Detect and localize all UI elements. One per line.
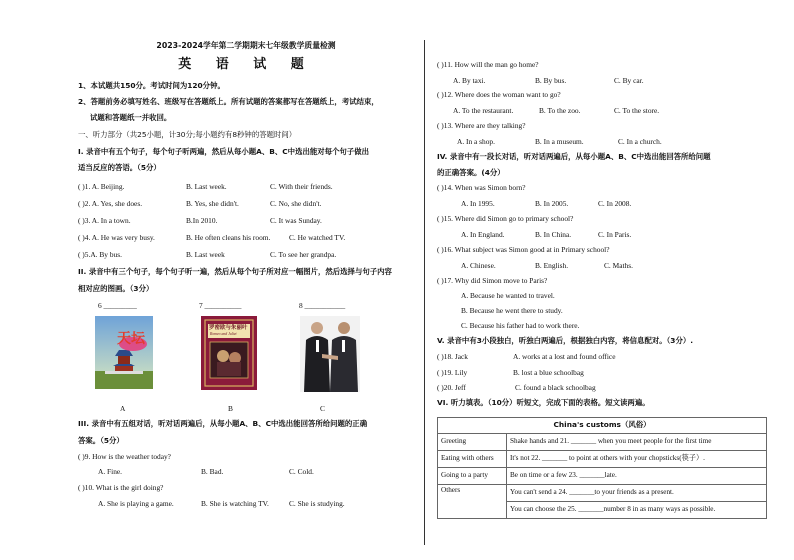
q19: ( )19. Lily [437, 368, 468, 377]
blank-7: 7 __________ [199, 301, 242, 310]
q12-b: B. To the zoo. [539, 106, 581, 115]
q2-b: B. Yes, she didn't. [186, 199, 239, 208]
table-key: Greeting [438, 434, 507, 451]
q3-c: C. It was Sunday. [270, 216, 322, 225]
q11-c: C. By car. [614, 76, 644, 85]
q10: ( )10. What is the girl doing? [78, 483, 164, 492]
q18-opt: A. works at a lost and found office [513, 352, 616, 361]
blank-6: 6 _________ [98, 301, 137, 310]
blank-8: 8 ___________ [299, 301, 346, 310]
q5-c: C. To see her grandpa. [270, 250, 337, 259]
q2: ( )2. A. Yes, she does. [78, 199, 143, 208]
q15-b: B. In China. [535, 230, 572, 239]
table-row [438, 451, 767, 468]
q9-c: C. Cold. [289, 467, 314, 476]
q14: ( )14. When was Simon born? [437, 183, 526, 192]
q1: ( )1. A. Beijing. [78, 182, 125, 191]
poster-text: 天坛 [117, 331, 145, 347]
q17: ( )17. Why did Simon move to Paris? [437, 276, 548, 285]
q14-a: A. In 1995. [461, 199, 495, 208]
customs-table [437, 417, 767, 519]
q4: ( )4. A. He was very busy. [78, 233, 155, 242]
table-key: Eating with others [438, 451, 507, 468]
letter-a: A [120, 404, 126, 413]
q14-c: C. In 2008. [598, 199, 632, 208]
q5: ( )5.A. By bus. [78, 250, 122, 259]
note-1: 1、本试题共150分。考试时间为120分钟。 [78, 81, 225, 90]
q13-a: A. In a shop. [457, 137, 495, 146]
q10-c: C. She is studying. [289, 499, 345, 508]
letter-c: C [320, 404, 325, 413]
section1-title: I. 录音中有五个句子，每个句子听两遍，然后从每小题A、B、C中选出能对每个句子做出 [78, 147, 369, 156]
q17-c: C. Because his father had to work there. [461, 321, 580, 330]
column-divider [424, 40, 425, 545]
table-value: Shake hands and 21. _______ when you meet people for the first time [507, 434, 767, 451]
q11-b: B. By bus. [535, 76, 567, 85]
section2-title: II. 录音中有三个句子，每个句子听一遍，然后从每个句子所对应一幅图片，然后选择与句子内容 [78, 267, 392, 276]
q16-a: A. Chinese. [461, 261, 496, 270]
q13-c: C. In a church. [618, 137, 662, 146]
q19-opt: B. lost a blue schoolbag [513, 368, 584, 377]
q9-a: A. Fine. [98, 467, 123, 476]
q10-a: A. She is playing a game. [98, 499, 174, 508]
q15: ( )15. Where did Simon go to primary school? [437, 214, 574, 223]
section3-title: III. 录音中有五组对话，听对话两遍后，从每小题A、B、C中选出能回答所给问题的正确 [78, 419, 368, 428]
section4-title: IV. 录音中有一段长对话，听对话两遍后，从每小题A、B、C中选出能回答所给问题 [437, 152, 711, 161]
q20-opt: C. found a black schoolbag [515, 383, 596, 392]
q9-b: B. Bad. [201, 467, 224, 476]
q11: ( )11. How will the man go home? [437, 60, 539, 69]
picture-a-temple-poster [95, 316, 153, 389]
q12-a: A. To the restaurant. [453, 106, 514, 115]
q12-c: C. To the store. [614, 106, 660, 115]
q2-c: C. No, she didn't. [270, 199, 322, 208]
q5-b: B. Last week [186, 250, 225, 259]
exam-title: 2023-2024学年第二学期期末七年级教学质量检测 [156, 41, 336, 50]
q1-c: C. With their friends. [270, 182, 333, 191]
note-2: 2、答题前务必填写姓名、班级写在答题纸上。所有试题的答案都写在答题纸上，考试结束， [78, 97, 379, 106]
table-value: You can't send a 24. _______to your friends as a present. [507, 485, 767, 502]
table-key: Going to a party [438, 468, 507, 485]
section3-title-2: 答案。（5分） [78, 436, 124, 445]
listening-heading: 一、听力部分（共25小题，计30分;每小题约有8秒钟的答题时间） [78, 130, 297, 139]
q16-c: C. Maths. [604, 261, 633, 270]
note-2b: 试题和答题纸一并收回。 [90, 113, 172, 122]
q12: ( )12. Where does the woman want to go? [437, 90, 561, 99]
table-value: You can choose the 25. _______number 8 in as many ways as possible. [507, 502, 767, 519]
book-cover-title: 罗密欧与朱丽叶 [209, 325, 248, 331]
q17-a: A. Because he wanted to travel. [461, 291, 555, 300]
q13: ( )13. Where are they talking? [437, 121, 526, 130]
picture-c-handshake [300, 316, 360, 392]
section6-title: VI. 听力填表。（10分）听短文，完成下面的表格。短文读两遍。 [437, 398, 650, 407]
table-caption: China's customs（风俗） [438, 418, 767, 434]
subject-title: 英 语 试 题 [178, 57, 314, 72]
q17-b: B. Because he went there to study. [461, 306, 563, 315]
section1-title-2: 适当反应的答语。（5分） [78, 163, 161, 172]
q15-a: A. In England. [461, 230, 505, 239]
q10-b: B. She is watching TV. [201, 499, 269, 508]
q3-b: B.In 2010. [186, 216, 218, 225]
table-header-row [438, 418, 767, 434]
q16: ( )16. What subject was Simon good at in Primary school? [437, 245, 610, 254]
q4-b: B. He often cleans his room. [186, 233, 271, 242]
table-row [438, 485, 767, 502]
section5-title: V. 录音中有3小段独白，听独白两遍后，根据独白内容，将信息配对。（3分）. [437, 336, 694, 345]
picture-b-book-cover [201, 316, 257, 390]
section2-title-2: 相对应的图画。（3分） [78, 284, 154, 293]
letter-b: B [228, 404, 233, 413]
table-key: Others [438, 485, 507, 519]
q14-b: B. In 2005. [535, 199, 569, 208]
q20: ( )20. Jeff [437, 383, 466, 392]
q15-c: C. In Paris. [598, 230, 632, 239]
q16-b: B. English. [535, 261, 569, 270]
book-cover-title-en: Romeo and Juliet [210, 332, 237, 336]
table-value: It's not 22. _______ to point at others with your chopsticks(筷子）. [507, 451, 767, 468]
q3: ( )3. A. In a town. [78, 216, 131, 225]
q11-a: A. By taxi. [453, 76, 486, 85]
q1-b: B. Last week. [186, 182, 227, 191]
q4-c: C. He watched TV. [289, 233, 346, 242]
q9: ( )9. How is the weather today? [78, 452, 171, 461]
table-value: Be on time or a few 23. _______late. [507, 468, 767, 485]
q13-b: B. In a museum. [535, 137, 584, 146]
section4-title-2: 的正确答案。(4分） [437, 168, 505, 177]
table-row [438, 468, 767, 485]
table-row [438, 434, 767, 451]
q18: ( )18. Jack [437, 352, 468, 361]
